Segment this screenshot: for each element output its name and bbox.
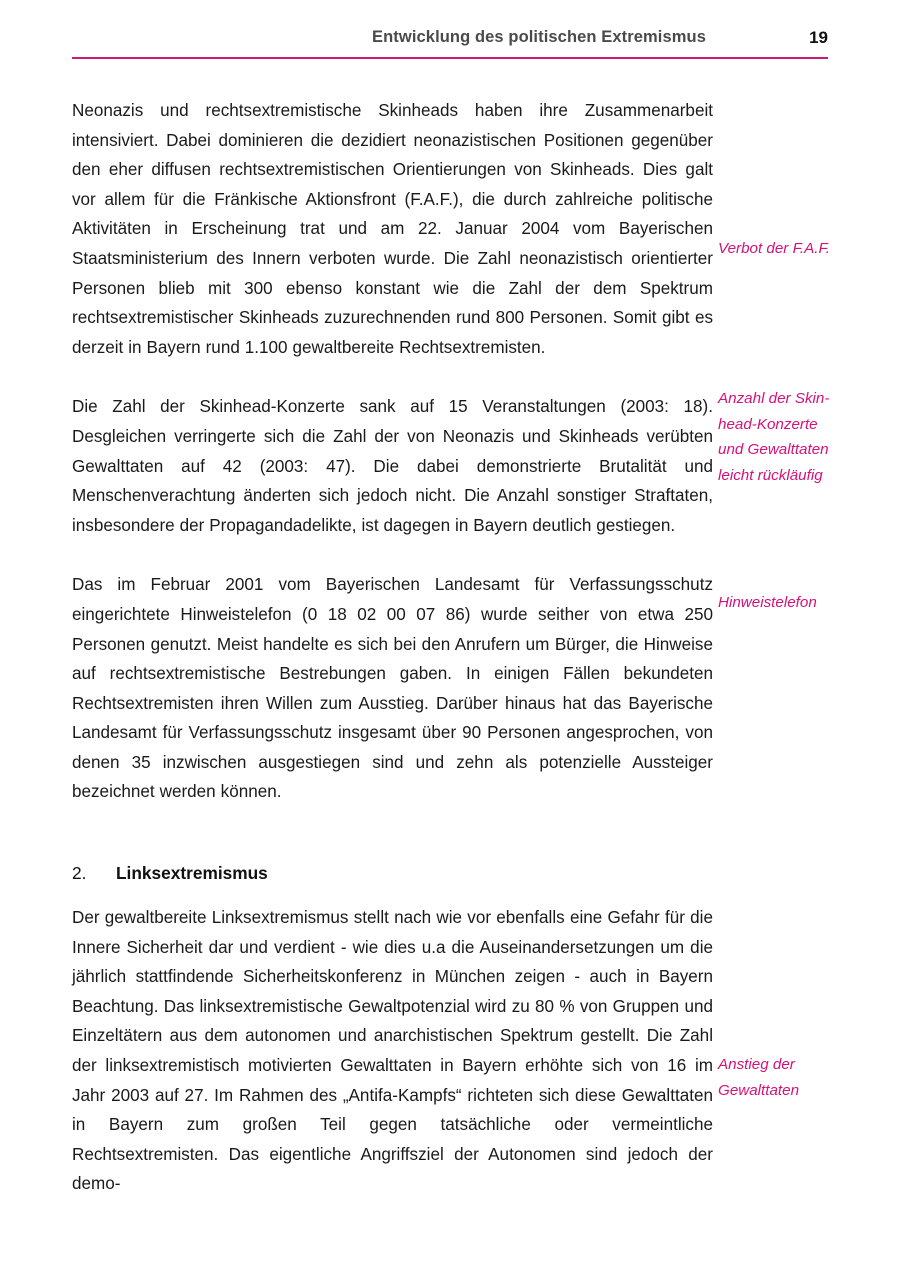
paragraph-linksextremismus: Der gewaltbereite Linksextremismus stellt nach wie vor ebenfalls eine Gefahr für die Innere Sicherheit dar und verdient - wie dies u.a die Auseinandersetzungen um die jährlich stattfindende Sicherheitskonferenz in München zeigen - auch in Bayern Beachtung. Das linksextremistische Gewaltpotenzial wird zu 80 % von Gruppen und Einzeltätern aus dem autonomen und anarchistischen Spektrum gestellt. Die Zahl der linksextremistisch motivierten Gewalttaten in Bayern erhöhte sich von 16 im Jahr 2003 auf 27. Im Rahmen des „Antifa-Kampfs“ richteten sich diese Gewalttaten in Bayern zum großen Teil gegen tatsächliche oder vermeintliche Rechtsextremisten. Das eigentliche Angriffsziel der Autonomen sind jedoch der demo- <box>72 908 713 1194</box>
page-header <box>72 28 828 58</box>
margin-note-line: Anstieg der <box>718 1056 795 1073</box>
margin-note-line: und Gewalttaten <box>718 441 829 459</box>
paragraph-hinweistelefon: Das im Februar 2001 vom Bayerischen Landesamt für Verfassungsschutz eingerichtete Hinweistelefon (0 18 02 00 07 86) wurde seither von etwa 250 Personen genutzt. Meist handelte es sich bei den Anrufern um Bürger, die Hinweise auf rechtsextremistische Bestrebungen gaben. In einigen Fällen bekundeten Rechtsextremisten ihren Willen zum Ausstieg. Darüber hinaus hat das Bayerische Landesamt für Verfassungsschutz insgesamt über 90 Personen angesprochen, von denen 35 inzwischen ausgestiegen sind und zehn als potenzielle Aussteiger bezeichnet werden können. <box>72 575 713 802</box>
main-text-column <box>72 96 713 1199</box>
section-heading-linksextremismus <box>72 859 713 887</box>
page-number: 19 <box>809 28 828 47</box>
margin-note-anstieg-gewalttaten <box>718 1052 894 1103</box>
section-title: Linksextremismus <box>116 863 268 884</box>
margin-note-line: Anzahl der Skin- <box>718 390 830 407</box>
header-rule-divider <box>72 57 828 59</box>
margin-note-line: Gewalttaten <box>718 1081 800 1099</box>
section-number: 2. <box>72 863 87 884</box>
paragraph-skinhead-konzerte: Die Zahl der Skinhead-Konzerte sank auf 15 Veranstaltungen (2003: 18). Desgleichen verringerte sich die Zahl der von Neonazis und Skinheads verübten Gewalttaten auf 42 (2003: 47). Die dabei demonstrierte Brutalität und Menschenverachtung änderten sich jedoch nicht. Die Anzahl sonstiger Straftaten, insbesondere der Propagandadelikte, ist dagegen in Bayern deutlich gestiegen. <box>72 397 713 535</box>
paragraph-neonazis: Neonazis und rechtsextremistische Skinheads haben ihre Zusammenarbeit intensiviert. Dabei dominieren die dezidiert neonazistischen Positionen gegenüber den eher diffusen rechtsextremistischen Orientierungen von Skinheads. Dies galt vor allem für die Fränkische Aktionsfront (F.A.F.), die durch zahlreiche politische Aktivitäten in Erscheinung trat und am 22. Januar 2004 vom Bayerischen Staatsministerium des Innern verboten wurde. Die Zahl neonazistisch orientierter Personen blieb mit 300 ebenso konstant wie die Zahl der dem Spektrum rechtsextremistischer Skinheads zuzurechnenden rund 800 Personen. Somit gibt es derzeit in Bayern rund 1.100 gewaltbereite Rechtsextremisten. <box>72 101 713 357</box>
margin-note-line: leicht rückläufig <box>718 466 823 484</box>
margin-note-anzahl-konzerte <box>718 386 894 488</box>
margin-note-line: head-Konzerte <box>718 415 818 433</box>
margin-note-verbot-faf: Verbot der F.A.F. <box>718 240 830 257</box>
page-header-title: Entwicklung des politischen Extremismus <box>372 28 706 46</box>
section-spacer <box>72 837 713 859</box>
margin-note-hinweistelefon: Hinweistelefon <box>718 594 817 611</box>
